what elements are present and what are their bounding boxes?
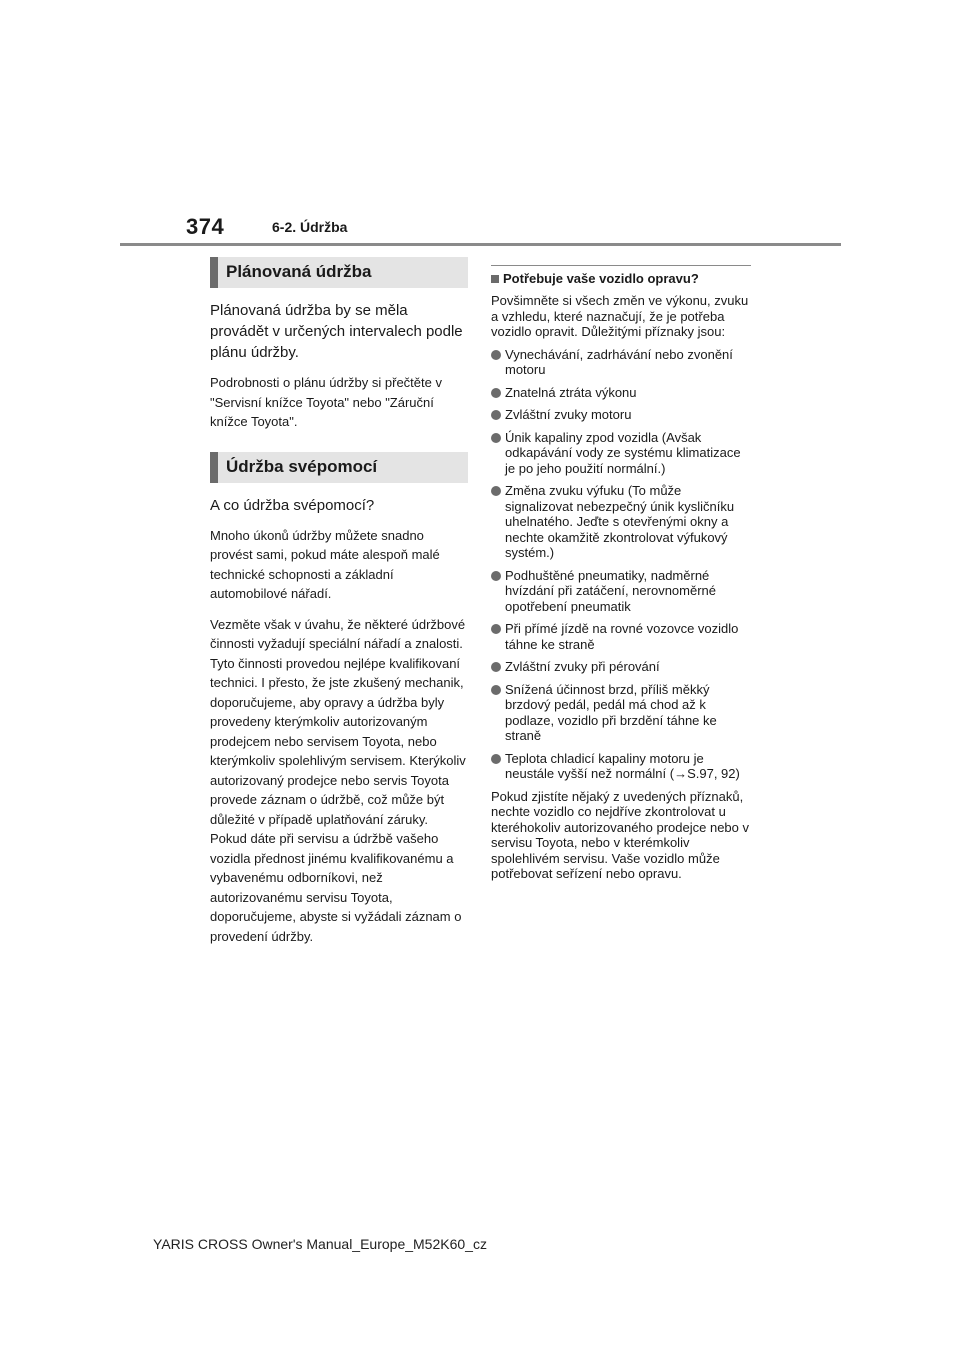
footer-manual-id: YARIS CROSS Owner's Manual_Europe_M52K60_cz xyxy=(153,1236,487,1252)
list-item: Zvláštní zvuky při pérování xyxy=(491,659,751,675)
bullet-dot-icon xyxy=(491,486,501,496)
diy-paragraph-1: Mnoho úkonů údržby můžete snadno provést sami, pokud máte alespoň malé technické schopnosti a základní automobilové nářadí. xyxy=(210,527,440,601)
header-divider xyxy=(120,243,841,246)
bullet-dot-icon xyxy=(491,624,501,634)
heading-diy-maintenance: Údržba svépomocí xyxy=(210,452,468,483)
section-label: 6-2. Údržba xyxy=(272,219,348,235)
symptom-list xyxy=(491,347,751,782)
list-item: Znatelná ztráta výkonu xyxy=(491,385,751,401)
list-item: Vynechávání, zadrhávání nebo zvonění motoru xyxy=(491,347,751,378)
page-number: 374 xyxy=(186,214,225,239)
list-item: Změna zvuku výfuku (To může signalizovat nebezpečný únik kysličníku uhelnatého. Jeďte s otevřenými okny a nechte okamžitě zkontrolovat výfukový systém.) xyxy=(491,483,751,561)
diy-paragraph-2: Vezměte však v úvahu, že některé údržbové činnosti vyžadují speciální nářadí a znalosti. Tyto činnosti provedou nejlépe kvalifikovaní technici. I přesto, že jste zkušený mechanik, doporučujeme, aby opravy a údržba byly provedeny kterýmkoliv autorizovaným prodejcem nebo servisem Toyota, nebo kterýmkoliv spolehlivým servisem. Kterýkoliv autorizovaný prodejce nebo servis Toyota provede záznam o údržbě, což může být důležité v případě uplatňování záruky. Pokud dáte při servisu a údržbě vašeho vozidla přednost jinému kvalifikovanému a vybavenému odborníkovi, než autorizovanému servisu Toyota, doporučujeme, abyste si vyžádali záznam o provedení údržby. xyxy=(210,616,466,944)
repair-intro: Povšimněte si všech změn ve výkonu, zvuku a vzhledu, které naznačují, že je potřeba vozidlo opravit. Důležitými příznaky jsou: xyxy=(491,293,749,339)
left-column xyxy=(210,257,468,957)
diy-intro: A co údržba svépomocí? xyxy=(210,496,375,514)
planned-body: Podrobnosti o plánu údržby si přečtěte v "Servisní knížce Toyota" nebo "Záruční knížce Toyota". xyxy=(210,375,442,429)
bullet-dot-icon xyxy=(491,410,501,420)
bullet-dot-icon xyxy=(491,571,501,581)
bullet-dot-icon xyxy=(491,662,501,672)
bullet-dot-icon xyxy=(491,433,501,443)
bullet-dot-icon xyxy=(491,754,501,764)
list-item: Snížená účinnost brzd, příliš měkký brzdový pedál, pedál má chod až k podlaze, vozidlo při brzdění táhne ke straně xyxy=(491,682,751,744)
bullet-dot-icon xyxy=(491,388,501,398)
repair-subheading xyxy=(491,265,751,287)
bullet-dot-icon xyxy=(491,350,501,360)
list-item: Podhuštěné pneumatiky, nadměrné hvízdání při zatáčení, nerovnoměrné opotřebení pneumatik xyxy=(491,568,751,615)
list-item: Při přímé jízdě na rovné vozovce vozidlo táhne ke straně xyxy=(491,621,751,652)
list-item: Teplota chladicí kapaliny motoru je neustále vyšší než normální (→S.97, 92) xyxy=(491,751,751,782)
list-item: Únik kapaliny zpod vozidla (Avšak odkapávání vody ze systému klimatizace je po jeho použití normální.) xyxy=(491,430,751,477)
bullet-dot-icon xyxy=(491,685,501,695)
heading-planned-maintenance: Plánovaná údržba xyxy=(210,257,468,288)
right-column xyxy=(491,265,751,882)
repair-subheading-text: Potřebuje vaše vozidlo opravu? xyxy=(503,271,699,286)
repair-closing: Pokud zjistíte nějaký z uvedených příznaků, nechte vozidlo co nejdříve zkontrolovat u kteréhokoliv autorizovaného prodejce nebo v servisu Toyota, nebo v kterémkoliv spolehlivém servisu. Vaše vozidlo může potřebovat seřízení nebo opravu. xyxy=(491,788,750,881)
square-bullet-icon xyxy=(491,275,499,283)
list-item: Zvláštní zvuky motoru xyxy=(491,407,751,423)
planned-intro: Plánovaná údržba by se měla provádět v určených intervalech podle plánu údržby. xyxy=(210,302,463,361)
